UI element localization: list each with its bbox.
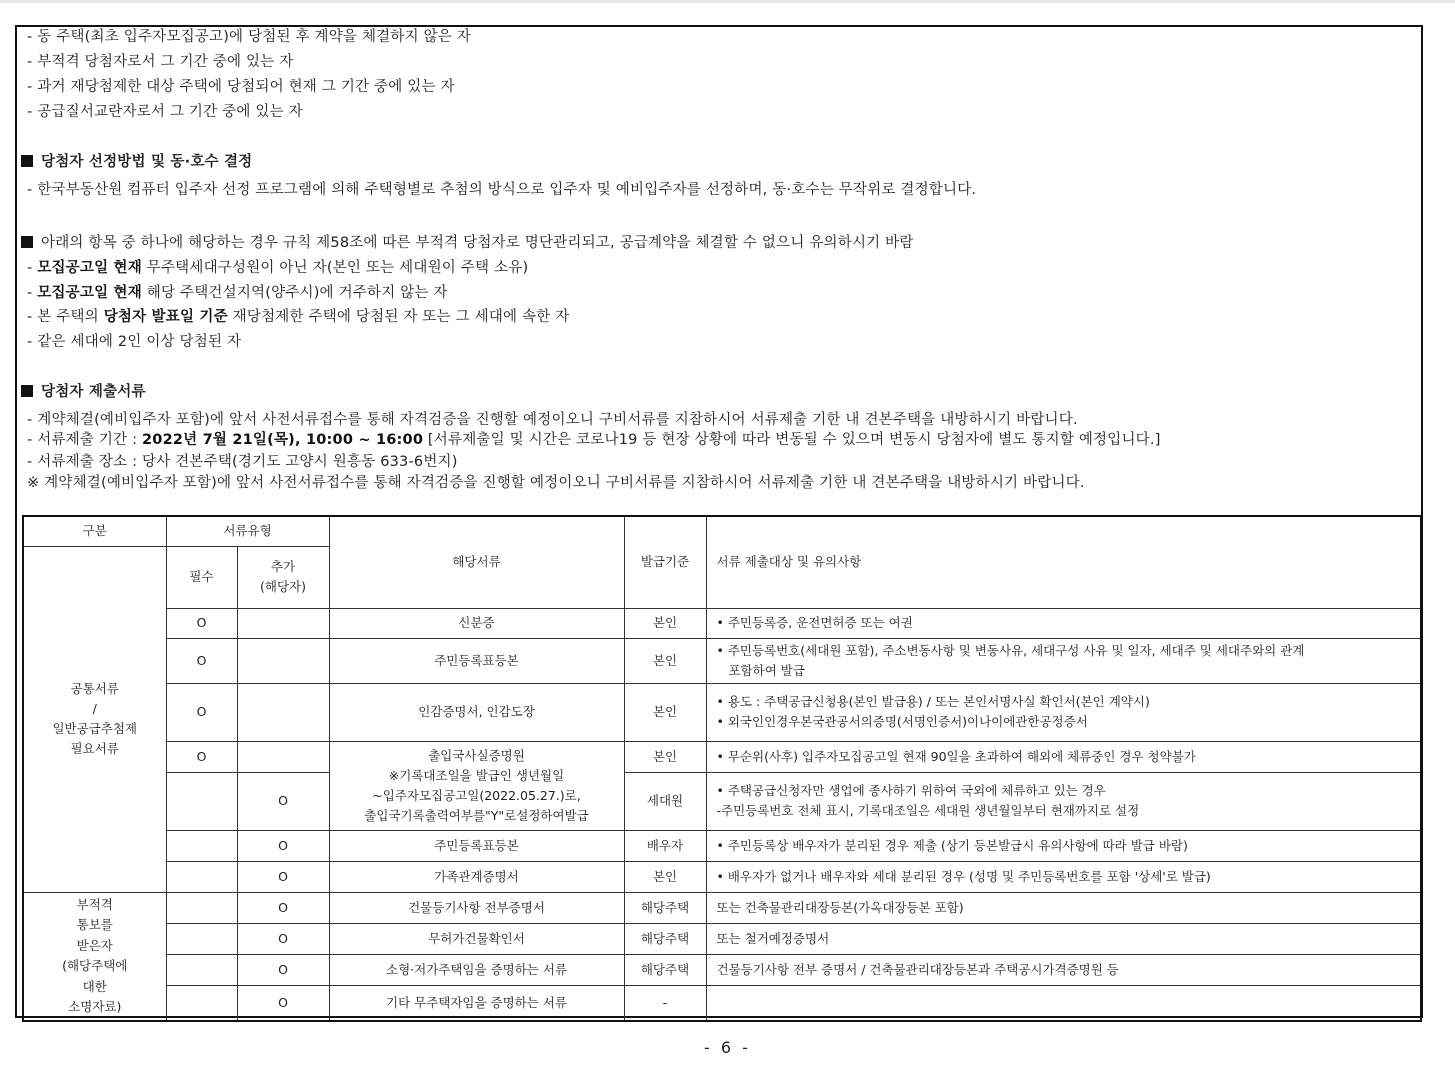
table-cell	[237, 608, 329, 638]
table-row	[23, 608, 1421, 638]
ineligible-rule-1: - 모집공고일 현재 무주택세대구성원이 아닌 자(본인 또는 세대원이 주택 소유)	[27, 260, 529, 276]
group-ineligible-documents: 부적격 통보를 받은자 (해당주택에 대한 소명자료)	[23, 892, 166, 1021]
additional-mark: O	[237, 830, 329, 861]
ineligible-rule-2: - 모집공고일 현재 해당 주택건설지역(양주시)에 거주하지 않는 자	[27, 285, 448, 301]
issuer: 세대원	[624, 772, 706, 830]
document-name: 신분증	[329, 608, 624, 638]
additional-mark: O	[237, 861, 329, 892]
additional-mark: O	[237, 892, 329, 923]
ineligible-item-4: - 공급질서교란자로서 그 기간 중에 있는 자	[27, 104, 303, 120]
required-documents-table	[22, 515, 1422, 1022]
note: 건물등기사항 전부 증명서 / 건축물관리대장등본과 주택공시가격증명원 등	[706, 954, 1421, 985]
header-document: 해당서류	[329, 516, 624, 608]
table-cell	[166, 830, 237, 861]
note: • 주민등록증, 운전면허증 또는 여권	[706, 608, 1421, 638]
note	[706, 985, 1421, 1021]
required-mark: O	[166, 683, 237, 741]
table-row	[23, 683, 1421, 741]
note: • 주택공급신청자만 생업에 종사하기 위하여 국외에 체류하고 있는 경우 -주민등록번호 전체 표시, 기록대조일은 세대원 생년월일부터 현재까지로 설정	[706, 772, 1421, 830]
table-row	[23, 923, 1421, 954]
table-cell	[166, 772, 237, 830]
documents-period: - 서류제출 기간 : 2022년 7월 21일(목), 10:00 ~ 16:00 [서류제출일 및 시간은 코로나19 등 현장 상황에 따라 변동될 수 있으며 변동시 당첨자에 별도 통지할 예정입니다.]	[27, 432, 1161, 448]
header-category: 구분	[23, 516, 166, 546]
table-row	[23, 892, 1421, 923]
additional-mark: O	[237, 985, 329, 1021]
ineligible-rule-4: - 같은 세대에 2인 이상 당첨된 자	[27, 334, 242, 350]
table-cell	[166, 892, 237, 923]
section-heading-selection: 당첨자 선정방법 및 동·호수 결정	[21, 152, 252, 172]
square-bullet-icon	[21, 385, 33, 397]
document-name: 주민등록표등본	[329, 830, 624, 861]
table-row	[23, 772, 1421, 830]
issuer: 본인	[624, 741, 706, 772]
issuer: 본인	[624, 861, 706, 892]
document-name: 인감증명서, 인감도장	[329, 683, 624, 741]
table-cell	[166, 985, 237, 1021]
note: • 주민등록번호(세대원 포함), 주소변동사항 및 변동사유, 세대구성 사유 및 일자, 세대주 및 세대주와의 관계 포함하여 발급	[706, 638, 1421, 683]
page-number: - 6 -	[704, 1038, 751, 1057]
required-mark: O	[166, 638, 237, 683]
table-row	[23, 954, 1421, 985]
table-row	[23, 741, 1421, 772]
note: • 무순위(사후) 입주자모집공고일 현재 90일을 초과하여 해외에 체류중인 경우 청약불가	[706, 741, 1421, 772]
table-row	[23, 830, 1421, 861]
section-heading-documents: 당첨자 제출서류	[21, 382, 146, 402]
ineligible-item-3: - 과거 재당첨제한 대상 주택에 당첨되어 현재 그 기간 중에 있는 자	[27, 79, 455, 95]
header-additional: 추가 (해당자)	[237, 546, 329, 608]
issuer: 해당주택	[624, 954, 706, 985]
issuer: 해당주택	[624, 923, 706, 954]
document-name: 소형·저가주택임을 증명하는 서류	[329, 954, 624, 985]
document-name: 기타 무주택자임을 증명하는 서류	[329, 985, 624, 1021]
square-bullet-icon	[21, 236, 33, 248]
ineligible-item-2: - 부적격 당첨자로서 그 기간 중에 있는 자	[27, 54, 294, 70]
selection-method-text: - 한국부동산원 컴퓨터 입주자 선정 프로그램에 의해 주택형별로 추첨의 방식으로 입주자 및 예비입주자를 선정하며, 동·호수는 무작위로 결정합니다.	[27, 182, 977, 198]
header-doctype: 서류유형	[166, 516, 329, 546]
table-row	[23, 638, 1421, 683]
table-cell	[166, 861, 237, 892]
ineligible-rule-3: - 본 주택의 당첨자 발표일 기준 재당첨제한 주택에 당첨된 자 또는 그 세대에 속한 자	[27, 309, 570, 325]
header-notes: 서류 제출대상 및 유의사항	[706, 516, 1421, 608]
required-mark: O	[166, 608, 237, 638]
note: • 주민등록상 배우자가 분리된 경우 제출 (상기 등본발급시 유의사항에 따라 발급 바람)	[706, 830, 1421, 861]
document-name: 가족관계증명서	[329, 861, 624, 892]
square-bullet-icon	[21, 155, 33, 167]
document-name: 무허가건물확인서	[329, 923, 624, 954]
table-cell	[166, 923, 237, 954]
table-cell	[166, 954, 237, 985]
required-mark: O	[166, 741, 237, 772]
document-name: 출입국사실증명원 ※기록대조일을 발급인 생년월일 ~입주자모집공고일(2022.05.27.)로, 출입국기록출력여부를"Y"로설정하여발급	[329, 741, 624, 830]
table-cell	[237, 683, 329, 741]
note: • 배우자가 없거나 배우자와 세대 분리된 경우 (성명 및 주민등록번호를 포함 '상세'로 발급)	[706, 861, 1421, 892]
issuer: -	[624, 985, 706, 1021]
additional-mark: O	[237, 954, 329, 985]
documents-note-2: ※ 계약체결(예비입주자 포함)에 앞서 사전서류접수를 통해 자격검증을 진행할 예정이오니 구비서류를 지참하시어 서류제출 기한 내 견본주택을 내방하시기 바랍니다.	[27, 475, 1085, 491]
documents-note-1: - 계약체결(예비입주자 포함)에 앞서 사전서류접수를 통해 자격검증을 진행할 예정이오니 구비서류를 지참하시어 서류제출 기한 내 견본주택을 내방하시기 바랍니다.	[27, 412, 1078, 428]
documents-location: - 서류제출 장소 : 당사 견본주택(경기도 고양시 원흥동 633-6번지)	[27, 454, 458, 470]
ineligible-item-1: - 동 주택(최초 입주자모집공고)에 당첨된 후 계약을 체결하지 않은 자	[27, 29, 472, 45]
document-name: 주민등록표등본	[329, 638, 624, 683]
table-cell	[237, 638, 329, 683]
header-required: 필수	[166, 546, 237, 608]
table-row	[23, 985, 1421, 1021]
issuer: 배우자	[624, 830, 706, 861]
section-heading-ineligible: 아래의 항목 중 하나에 해당하는 경우 규칙 제58조에 따른 부적격 당첨자로 명단관리되고, 공급계약을 체결할 수 없으니 유의하시기 바람	[21, 233, 914, 253]
additional-mark: O	[237, 923, 329, 954]
table-header-row	[23, 516, 1421, 546]
note: • 용도 : 주택공급신청용(본인 발급용) / 또는 본인서명사실 확인서(본인 계약시) • 외국인인경우본국관공서의증명(서명인증서)이나이에관한공정증서	[706, 683, 1421, 741]
issuer: 본인	[624, 683, 706, 741]
group-common-documents: 공통서류 / 일반공급추첨제 필요서류	[23, 546, 166, 892]
issuer: 해당주택	[624, 892, 706, 923]
note: 또는 건축물관리대장등본(가옥대장등본 포함)	[706, 892, 1421, 923]
note: 또는 철거예정증명서	[706, 923, 1421, 954]
issuer: 본인	[624, 638, 706, 683]
document-frame	[15, 25, 1423, 1018]
table-row	[23, 861, 1421, 892]
additional-mark: O	[237, 772, 329, 830]
table-cell	[237, 741, 329, 772]
document-name: 건물등기사항 전부증명서	[329, 892, 624, 923]
header-issuer: 발급기준	[624, 516, 706, 608]
issuer: 본인	[624, 608, 706, 638]
top-border	[0, 0, 1455, 3]
